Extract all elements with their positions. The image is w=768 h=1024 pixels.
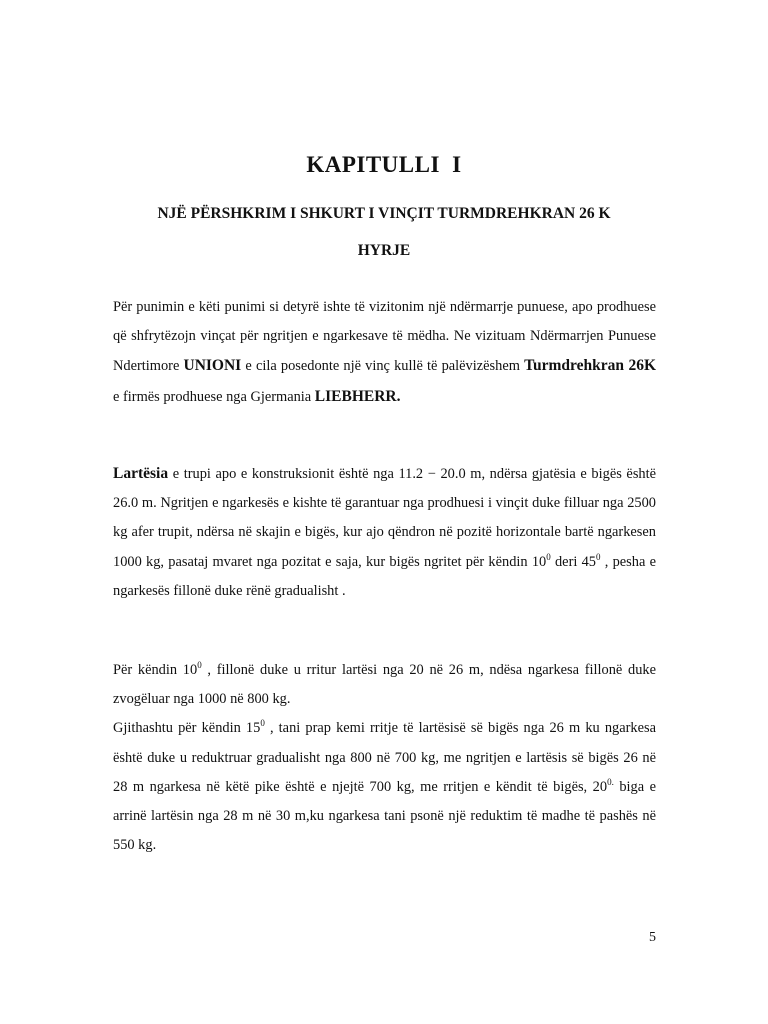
- page-number: 5: [649, 930, 656, 945]
- section-heading: HYRJE: [357, 242, 411, 259]
- intro-text-2: e cila posedonte një vinç kullë të palëvizëshem: [241, 358, 525, 375]
- degree-superscript: 0: [546, 551, 551, 562]
- height-text-3: , pesha e ngarkesës fillonë duke rënë gradualisht .: [113, 553, 656, 599]
- manufacturer-name: LIEBHERR.: [314, 387, 401, 405]
- angle-text-2: , fillonë duke u rritur lartësi nga 20 në 26 m, ndësa ngarkesa fillonë duke zvogëluar nga 1000 në 800 kg.: [113, 662, 657, 708]
- crane-model: Turmdrehkran 26K: [524, 357, 656, 375]
- angle-text-5: biga e arrinë lartësin nga 28 m në 30 m,ku ngarkesa tani psonë një reduktim të madhe të pashës në 550 kg.: [113, 778, 656, 854]
- chapter-title: KAPITULLI I: [306, 152, 462, 177]
- degree-superscript: 0.: [607, 777, 614, 788]
- height-text-1: e trupi apo e konstruksionit është nga 11.2 − 20.0 m, ndërsa gjatësia e bigës është 26.0 m. Ngritjen e ngarkesës e kishte të garantuar nga prodhuesi i vinçit duke filluar nga 2500 kg afer trupit, ndërsa në skajin e bigës, kur ajo qëndron në pozitë horizontale bartë ngarkesen 1000 kg, pasataj mvaret nga pozitat e saja, kur bigës ngritet për këndin 10: [113, 466, 656, 570]
- degree-superscript: 0: [197, 660, 202, 671]
- angle-text-4: , tani prap kemi rritje të lartësisë së bigës nga 26 m ku ngarkesa është duke u reduktruar gradualisht nga 800 në 700 kg, me ngritjen e lartësis së bigës 26 në 28 m ngarkesa në këtë pike është e njejtë 700 kg, me rritjen e këndit të bigës, 20: [113, 720, 656, 795]
- angle-text-3: Gjithashtu për këndin 15: [113, 720, 261, 737]
- intro-paragraph: [113, 293, 656, 412]
- height-text-2: deri 45: [550, 553, 596, 570]
- intro-text-3: e firmës prodhuese nga Gjermania: [113, 388, 315, 405]
- degree-superscript: 0: [260, 718, 265, 729]
- intro-text-1: Për punimin e këti punimi si detyrë ishte të vizitonim një ndërmarrje punuese, apo prodhuese që shfrytëzojn vinçat për ngritjen e ngarkesave të mëdha. Ne vizituam Ndërmarrjen Punuese Ndertimore: [113, 299, 656, 375]
- angle-text-1: Për këndin 10: [113, 662, 198, 678]
- height-term: Lartësia: [113, 465, 169, 482]
- company-name: UNIONI: [183, 357, 242, 375]
- chapter-subtitle: NJË PËRSHKRIM I SHKURT I VINÇIT TURMDREHKRAN 26 K: [157, 205, 611, 222]
- degree-superscript: 0: [596, 551, 601, 562]
- height-paragraph: [113, 459, 656, 606]
- angle-paragraph: [113, 656, 656, 860]
